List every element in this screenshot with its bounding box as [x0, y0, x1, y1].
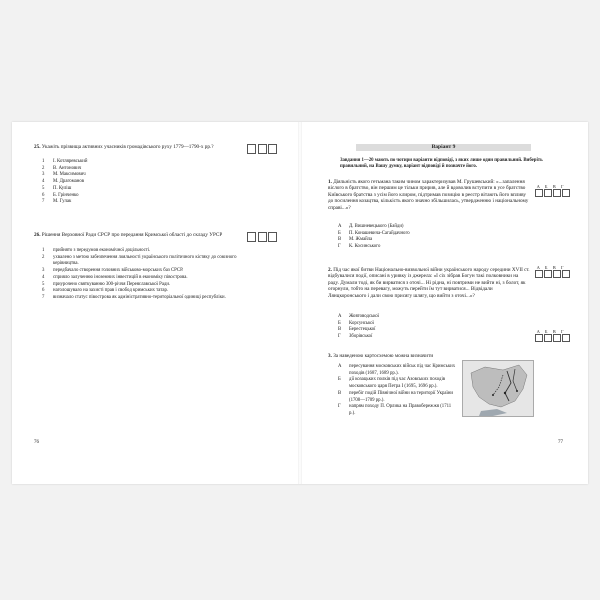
- option: 3 передбачало створення головних військово-морських баз СРСР.: [42, 268, 184, 274]
- option: 7 визначало статус півострова як адміністративно-територіальної одиниці республіки.: [42, 294, 226, 300]
- option: А пересування московських військ під час Кримських походів (1687, 1689 рр.).: [338, 364, 456, 376]
- answer-box[interactable]: [268, 144, 277, 154]
- answer-box[interactable]: [268, 232, 277, 242]
- option: Г К. Косинського: [338, 244, 381, 250]
- answer-box[interactable]: [258, 232, 267, 242]
- answer-box-g[interactable]: [562, 189, 570, 197]
- option: А Д. Вишневецького (Байди): [338, 224, 404, 229]
- variant-title: Варіант 9: [356, 144, 531, 151]
- q25-prompt: [34, 144, 244, 150]
- option: 4 сприяло залученню іноземних інвестицій в економіку півострова.: [42, 274, 188, 280]
- option: В перебіг подій Північної війни на території України (1708—1709 рр.).: [338, 390, 453, 403]
- option: 2 ухвалено з метою забезпечення лояльності українського політичного кістяку до союзного керівництва.: [42, 254, 237, 267]
- answer-box-g[interactable]: [562, 270, 570, 278]
- answer-box-v[interactable]: [553, 334, 561, 342]
- answer-grid-boxes: [535, 189, 570, 197]
- answer-grid-labels: А Б В Г: [536, 184, 564, 189]
- q2-answer-grid: [535, 265, 570, 278]
- q26-number: 26.: [34, 232, 41, 238]
- option: 1 прийнято з передумов економічної доцільності.: [42, 248, 151, 253]
- option: 7 М. Гулак: [42, 199, 72, 205]
- answer-box-a[interactable]: [535, 189, 543, 197]
- q3-answer-grid: [535, 329, 570, 342]
- q2-options: [338, 314, 528, 341]
- left-page: [12, 122, 300, 484]
- option: 1 І. Котляревський: [42, 159, 88, 164]
- option: 3 М. Максимович: [42, 172, 86, 178]
- q3-text: За наведеною картосхемою можна визначити: [333, 353, 434, 359]
- answer-grid-labels: А Б В Г: [536, 265, 564, 270]
- option: 6 наголошувало на захисті прав і свобод кримських татар.: [42, 288, 169, 294]
- option: 5 П. Куліш: [42, 185, 72, 191]
- answer-box-v[interactable]: [553, 189, 561, 197]
- option: 4 М. Драгоманов: [42, 179, 84, 185]
- answer-box-b[interactable]: [544, 334, 552, 342]
- option: В М. Жмайла: [338, 237, 373, 243]
- answer-box-g[interactable]: [562, 334, 570, 342]
- page-number-left: 76: [34, 440, 39, 445]
- q1-text: Діяльність якого гетьмана таким чином характеризував М. Грушевський: «...запалення віслого в братство, він першим це тільки пририв, але й вдоволив вступити в усе братство Київського братства з усім його клиром, підтримав позицію в реєстр вітають його впливу до посилення козацтва, кількість якого значно збільшилась, утвердженню і національному справі...»?: [328, 179, 529, 211]
- answer-box[interactable]: [247, 232, 256, 242]
- q1-options: [338, 224, 528, 251]
- answer-box-a[interactable]: [535, 334, 543, 342]
- instruction-text: Завдання 1—20 мають по чотири варіанти відповіді, з яких лише один правильний. Виберіть правильний, на Вашу думку, варіант відповіді й позначте його.: [340, 158, 543, 169]
- q25-answer-boxes: [247, 144, 277, 154]
- q26-text: Рішення Верховної Ради СРСР про передання Кримської області до складу УРСР: [41, 232, 223, 238]
- q2-text: Під час якої битви Національно-визвольної війни українського народу середини XVII ст. відбувалися події, описані в уривку із джерела: «І сіх зібрав Богун такі полковники на раду. Думали тоді, як би вирватися з оточі... Ні рідна, ні повтрими не вийти ні, з болот, як огорнули, тобто на перевагу, можуть перейти їм тут вирватися... Відвідали Лянцкоронського і дали свою присягу шлягу, що вийти з оточі...»?: [328, 267, 530, 299]
- q1-prompt: [328, 179, 530, 211]
- q26-prompt: [34, 232, 239, 238]
- q1-answer-grid: [535, 184, 570, 197]
- option: 2 В. Антонович: [42, 165, 82, 171]
- q3-map: [462, 360, 534, 417]
- answer-grid-boxes: [535, 270, 570, 278]
- answer-box-a[interactable]: [535, 270, 543, 278]
- answer-grid-boxes: [535, 334, 570, 342]
- answer-grid-labels: А Б В Г: [536, 329, 564, 334]
- page-number-right: 77: [558, 440, 563, 445]
- option: 5 приурочено святкуванню 300-річчя Переяславської Ради.: [42, 281, 171, 287]
- map-graphic: [463, 361, 533, 416]
- q2-number: 2.: [328, 267, 332, 273]
- q2-prompt: [328, 267, 530, 299]
- q26-answer-boxes: [247, 232, 277, 242]
- answer-box[interactable]: [258, 144, 267, 154]
- right-page: [300, 122, 588, 484]
- option: Г напрям походу П. Орлика на Правобережжя (1711 р.).: [338, 404, 452, 416]
- q26-options: [42, 248, 242, 302]
- book-spread: [12, 122, 588, 484]
- answer-box-v[interactable]: [553, 270, 561, 278]
- q25-options: [42, 159, 242, 206]
- q3-options: [338, 364, 456, 418]
- q1-number: 1.: [328, 179, 332, 185]
- option: А Жовтоводської: [338, 314, 380, 319]
- q3-prompt: [328, 353, 530, 359]
- q25-text: Укажіть прізвища активних учасників громадівського руху 1779—1790-х рр.?: [41, 144, 214, 150]
- option: В Берестецької: [338, 327, 376, 333]
- q3-number: 3.: [328, 353, 332, 359]
- option: Б П. Конашевича-Сагайдачного: [338, 230, 410, 236]
- answer-box-b[interactable]: [544, 189, 552, 197]
- option: Г Зборівської: [338, 334, 373, 340]
- option: 6 Б. Грінченко: [42, 192, 79, 198]
- answer-box-b[interactable]: [544, 270, 552, 278]
- option: Б дії козацьких полків під час Азовських походів московського царя Петра І (1695, 1696 рр.).: [338, 377, 446, 390]
- q25-number: 25.: [34, 144, 41, 150]
- answer-box[interactable]: [247, 144, 256, 154]
- option: Б Корсунської: [338, 320, 374, 326]
